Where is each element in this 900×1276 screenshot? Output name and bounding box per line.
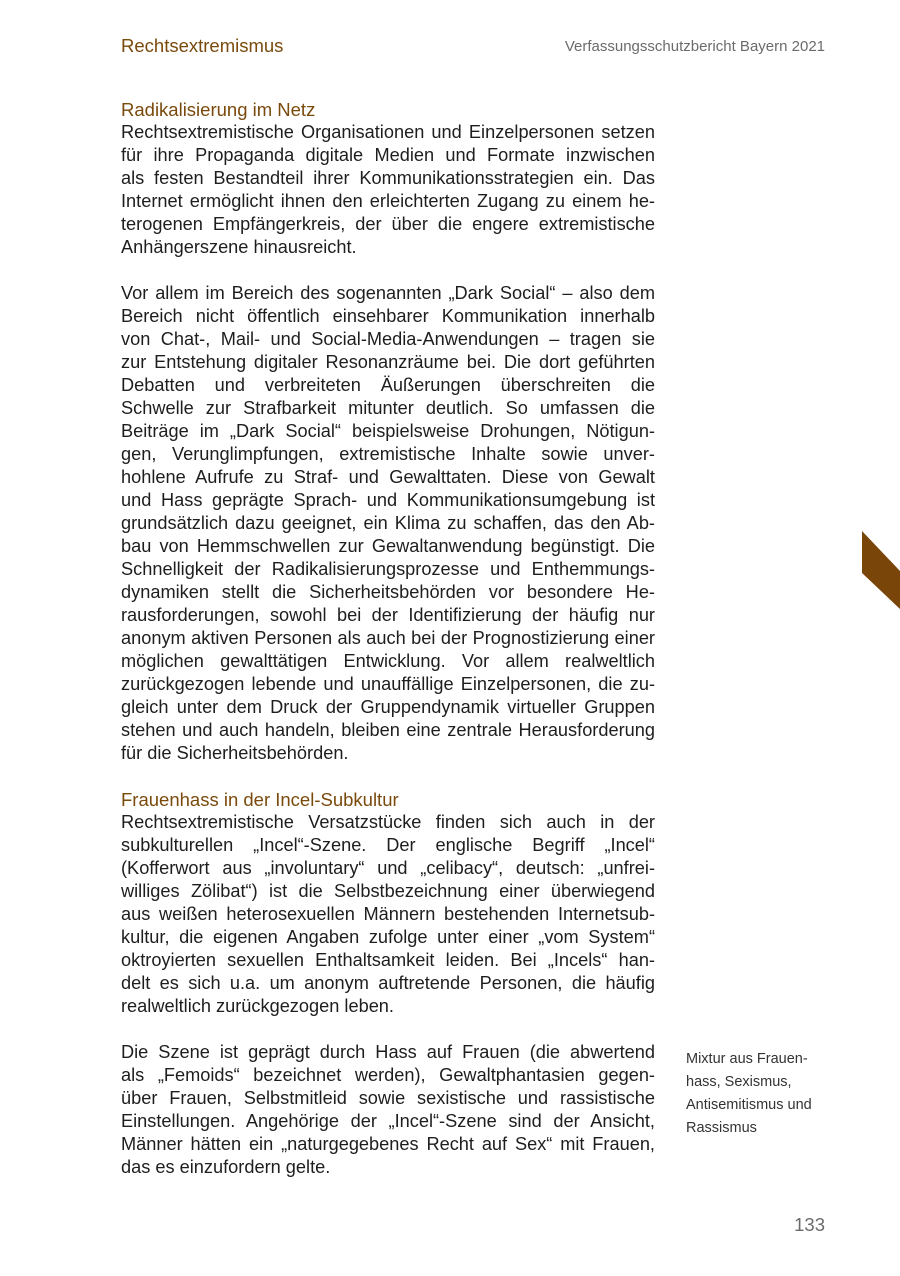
- chapter-tab-shape: [862, 531, 900, 609]
- text-line: von Chat-, Mail- und Social-Media-Anwendungen – tragen sie: [121, 329, 655, 349]
- text-line: (Kofferwort aus „involuntary“ und „celibacy“, deutsch: „unfrei-: [121, 858, 655, 878]
- text-line: Anhängerszene hinausreicht.: [121, 237, 357, 257]
- text-line: terogenen Empfängerkreis, der über die engere extremistische: [121, 214, 655, 234]
- text-line: delt es sich u.a. um anonym auftretende Personen, die häufig: [121, 973, 655, 993]
- text-line: für ihre Propaganda digitale Medien und Formate inzwischen: [121, 145, 655, 165]
- text-line: kultur, die eigenen Angaben zufolge unter einer „vom System“: [121, 927, 655, 947]
- margin-note-line: Rassismus: [686, 1120, 757, 1136]
- text-line: subkulturellen „Incel“-Szene. Der englische Begriff „Incel“: [121, 835, 655, 855]
- text-line: möglichen gewalttätigen Entwicklung. Vor allem realweltlich: [121, 651, 655, 671]
- text-line: Debatten und verbreiteten Äußerungen überschreiten die: [121, 375, 655, 395]
- text-line: Einstellungen. Angehörige der „Incel“-Szene sind der Ansicht,: [121, 1111, 655, 1131]
- paragraph: [121, 1041, 655, 1179]
- text-line: grundsätzlich dazu geeignet, ein Klima zu schaffen, das den Ab-: [121, 513, 655, 533]
- text-line: bau von Hemmschwellen zur Gewaltanwendung begünstigt. Die: [121, 536, 655, 556]
- text-line: Vor allem im Bereich des sogenannten „Dark Social“ – also dem: [121, 283, 655, 303]
- text-line: Männer hätten ein „naturgegebenes Recht auf Sex“ mit Frauen,: [121, 1134, 655, 1154]
- text-line: oktroyierten sexuellen Enthaltsamkeit leiden. Bei „Incels“ han-: [121, 950, 655, 970]
- text-line: realweltlich zurückgezogen leben.: [121, 996, 394, 1016]
- running-header-publication: Verfassungsschutzbericht Bayern 2021: [564, 38, 825, 55]
- text-line: hohlene Aufrufe zu Straf- und Gewalttaten. Diese von Gewalt: [121, 467, 655, 487]
- text-line: Die Szene ist geprägt durch Hass auf Frauen (die abwertend: [121, 1042, 655, 1062]
- running-header-chapter: Rechtsextremismus: [121, 35, 284, 56]
- text-line: als festen Bestandteil ihrer Kommunikationsstrategien ein. Das: [121, 168, 655, 188]
- paragraph: [121, 811, 655, 1018]
- text-line: für die Sicherheitsbehörden.: [121, 743, 349, 763]
- margin-note-line: Mixtur aus Frauen-: [686, 1051, 808, 1067]
- text-line: williges Zölibat“) ist die Selbstbezeichnung einer überwiegend: [121, 881, 655, 901]
- text-line: rausforderungen, sowohl bei der Identifizierung der häufig nur: [121, 605, 655, 625]
- paragraph: [121, 282, 655, 765]
- text-line: das es einzufordern gelte.: [121, 1157, 331, 1177]
- text-line: über Frauen, Selbstmitleid sowie sexistische und rassistische: [121, 1088, 655, 1108]
- text-line: Rechtsextremistische Organisationen und Einzelpersonen setzen: [121, 122, 655, 142]
- text-line: gen, Verunglimpfungen, extremistische Inhalte sowie unver-: [121, 444, 655, 464]
- margin-note-line: hass, Sexismus,: [686, 1074, 792, 1090]
- paragraph: [121, 121, 655, 259]
- text-line: aus weißen heterosexuellen Männern bestehenden Internetsub-: [121, 904, 655, 924]
- section-title: Frauenhass in der Incel-Subkultur: [121, 789, 399, 810]
- text-line: anonym aktiven Personen als auch bei der Prognostizierung einer: [121, 628, 655, 648]
- text-line: Schnelligkeit der Radikalisierungsprozesse und Enthemmungs-: [121, 559, 655, 579]
- text-line: zurückgezogen lebende und unauffällige Einzelpersonen, die zu-: [121, 674, 655, 694]
- chapter-tab-marker: [862, 531, 900, 609]
- main-text-column: [121, 98, 655, 1179]
- text-line: als „Femoids“ bezeichnet werden), Gewaltphantasien gegen-: [121, 1065, 655, 1085]
- text-line: Bereich nicht öffentlich einsehbarer Kommunikation innerhalb: [121, 306, 655, 326]
- text-line: stehen und auch handeln, bleiben eine zentrale Herausforderung: [121, 720, 655, 740]
- margin-note: [686, 1048, 846, 1140]
- page-number: 133: [794, 1214, 825, 1235]
- text-line: gleich unter dem Druck der Gruppendynamik virtueller Gruppen: [121, 697, 655, 717]
- text-line: und Hass geprägte Sprach- und Kommunikationsumgebung ist: [121, 490, 655, 510]
- text-line: Rechtsextremistische Versatzstücke finden sich auch in der: [121, 812, 655, 832]
- text-line: Schwelle zur Strafbarkeit mitunter deutlich. So umfassen die: [121, 398, 655, 418]
- text-line: Internet ermöglicht ihnen den erleichterten Zugang zu einem he-: [121, 191, 655, 211]
- text-line: Beiträge im „Dark Social“ beispielsweise Drohungen, Nötigun-: [121, 421, 655, 441]
- margin-note-line: Antisemitismus und: [686, 1097, 812, 1113]
- text-line: zur Entstehung digitaler Resonanzräume bei. Die dort geführten: [121, 352, 655, 372]
- section-title: Radikalisierung im Netz: [121, 99, 316, 120]
- text-line: dynamiken stellt die Sicherheitsbehörden vor besondere He-: [121, 582, 655, 602]
